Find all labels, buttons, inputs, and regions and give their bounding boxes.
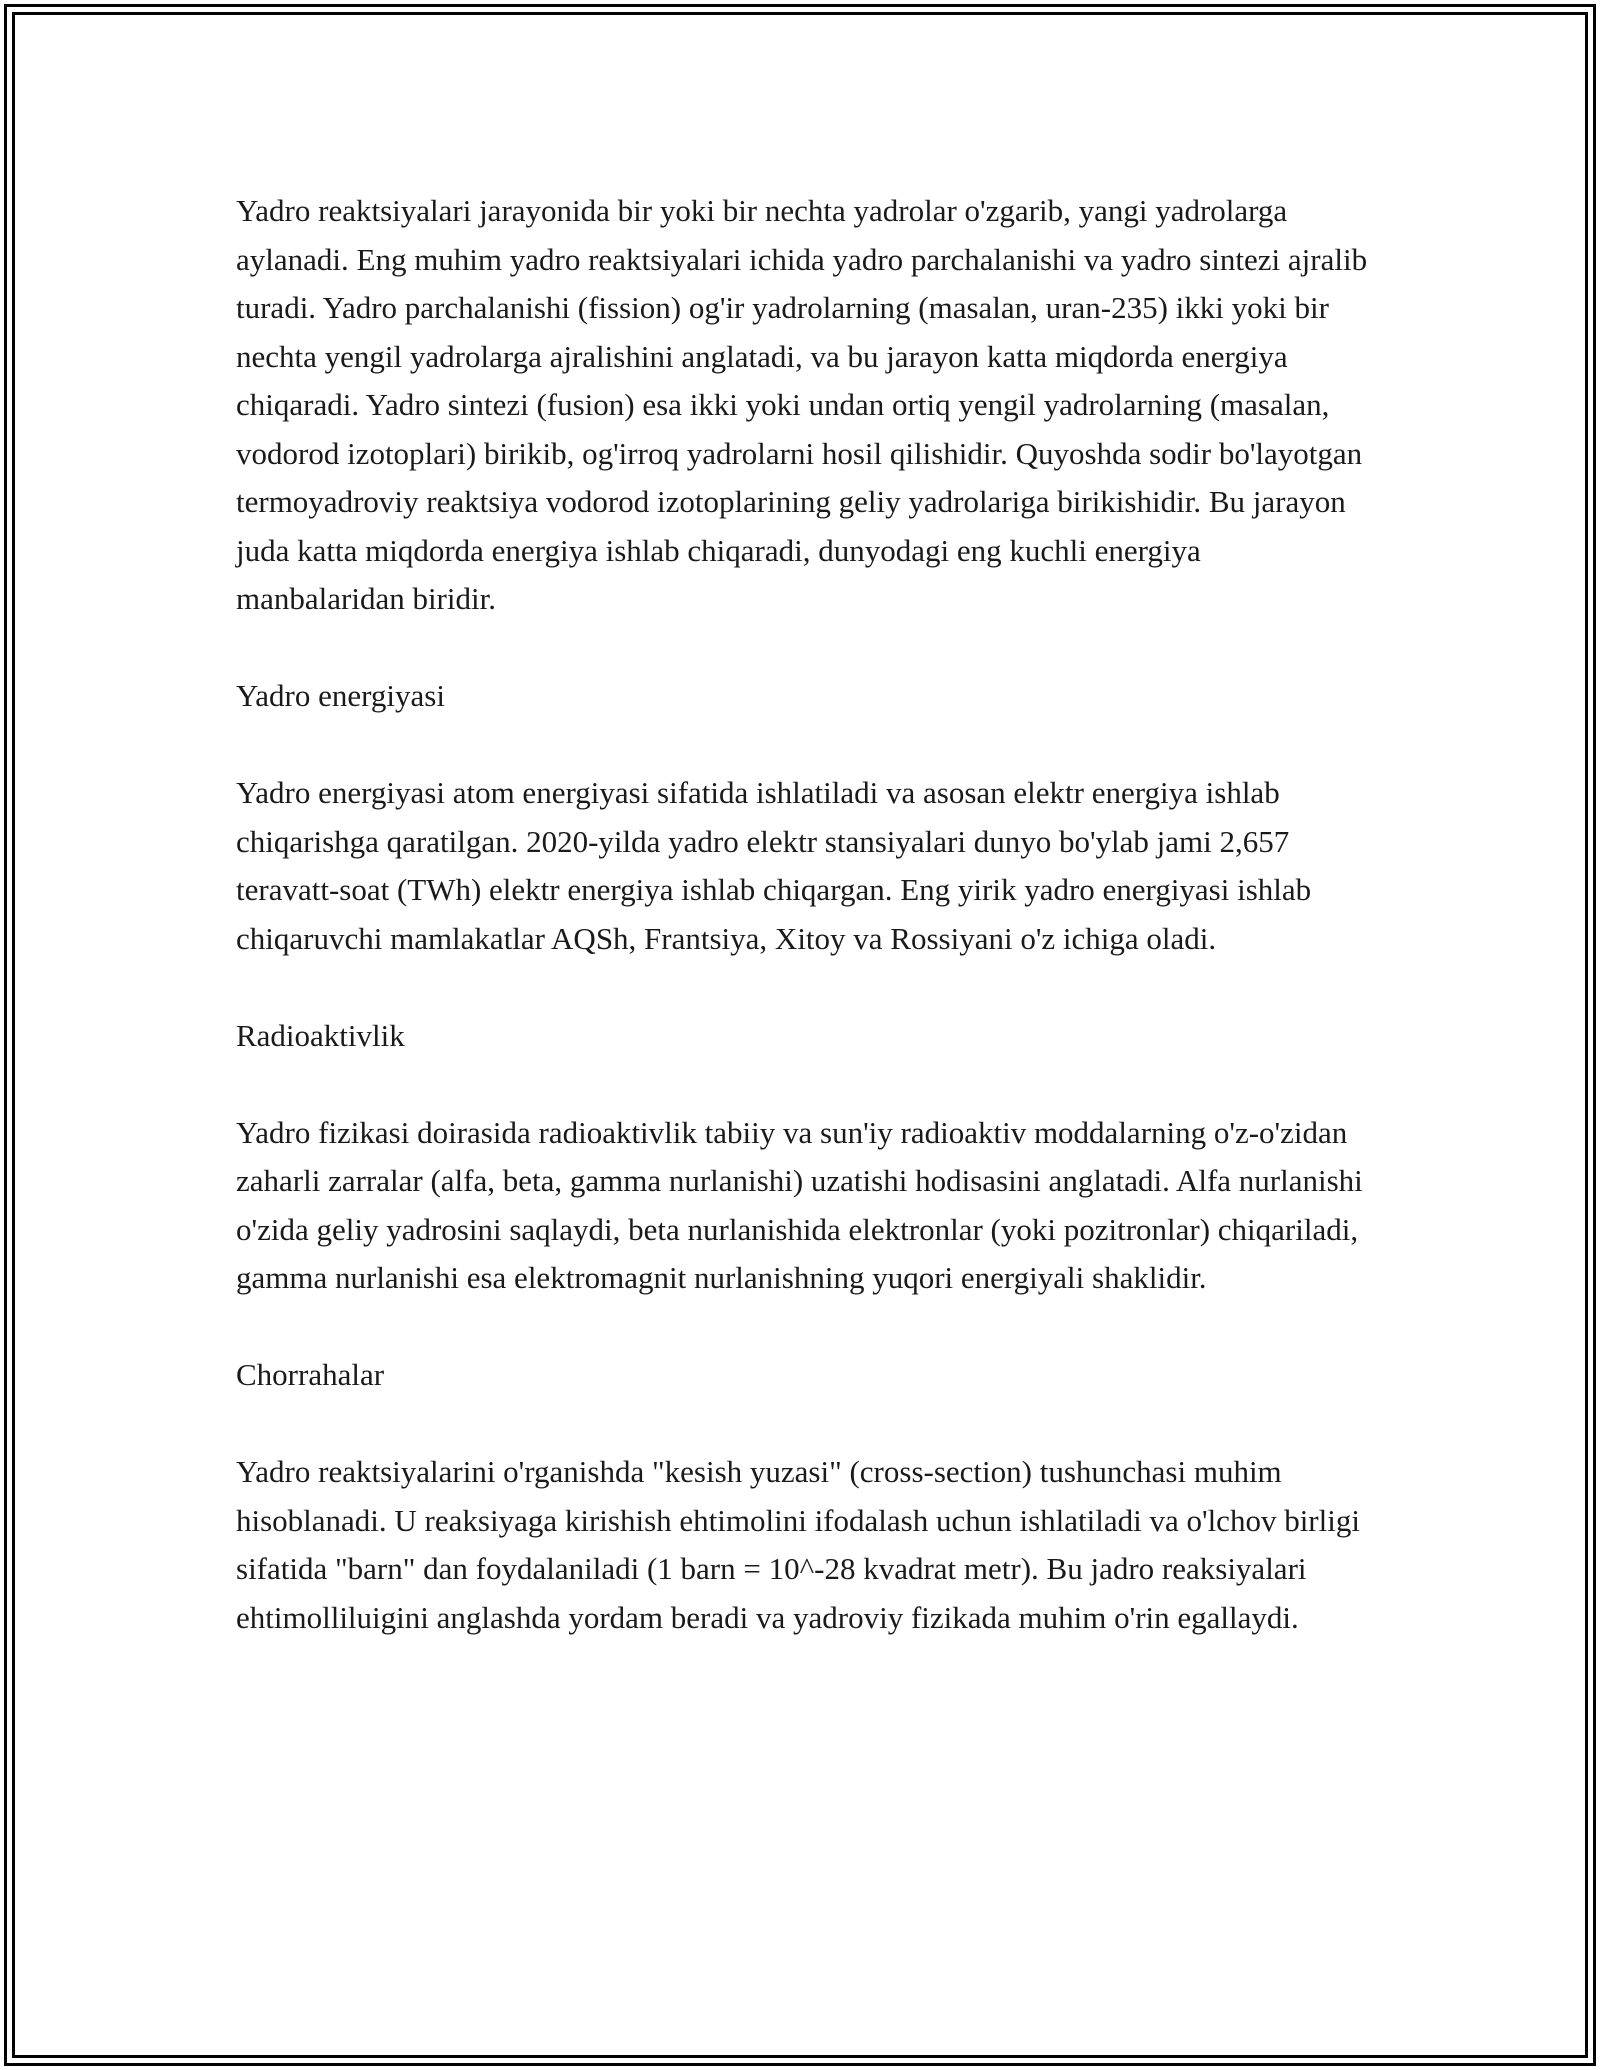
paragraph-nuclear-energy: Yadro energiyasi atom energiyasi sifatida ishlatiladi va asosan elektr energiya ishlab chiqarishga qaratilgan. 2020-yilda yadro elektr stansiyalari dunyo bo'ylab jami 2,657 teravatt-soat (TWh) elektr energiya ishlab chiqargan. Eng yirik yadro energiyasi ishlab chiqaruvchi mamlakatlar AQSh, Frantsiya, Xitoy va Rossiyani o'z ichiga oladi. (236, 775, 1312, 956)
paragraph-cross-section: Yadro reaktsiyalarini o'rganishda "kesish yuzasi" (cross-section) tushunchasi muhim hisoblanadi. U reaksiyaga kirishish ehtimolini ifodalash uchun ishlatiladi va o'lchov birligi sifatida "barn" dan foydalaniladi (1 barn = 10^-28 kvadrat metr). Bu jadro reaksiyalari ehtimolliluigini anglashda yordam beradi va yadroviy fizikada muhim o'rin egallaydi. (236, 1454, 1360, 1635)
heading-radioactivity: Radioaktivlik (236, 1017, 405, 1053)
heading-nuclear-energy: Yadro energiyasi (236, 678, 445, 713)
heading-crossroads: Chorrahalar (236, 1357, 385, 1392)
document-body (236, 187, 1376, 1691)
paragraph-radioactivity: Yadro fizikasi doirasida radioaktivlik tabiiy va sun'iy radioaktiv moddalarning o'z-o'zidan zaharli zarralar (alfa, beta, gamma nurlanishi) uzatishi hodisasini anglatadi. Alfa nurlanishi o'zida geliy yadrosini saqlaydi, beta nurlanishida elektronlar (yoki pozitronlar) chiqariladi, gamma nurlanishi esa elektromagnit nurlanishning yuqori energiyali shaklidir. (236, 1114, 1363, 1295)
paragraph-nuclear-reactions: Yadro reaktsiyalari jarayonida bir yoki bir nechta yadrolar o'zgarib, yangi yadrolarga aylanadi. Eng muhim yadro reaktsiyalari ichida yadro parchalanishi va yadro sintezi ajralib turadi. Yadro parchalanishi (fission) og'ir yadrolarning (masalan, uran-235) ikki yoki bir nechta yengil yadrolarga ajralishini anglatadi, va bu jarayon katta miqdorda energiya chiqaradi. Yadro sintezi (fusion) esa ikki yoki undan ortiq yengil yadrolarning (masalan, vodorod izotoplari) birikib, og'irroq yadrolarni hosil qilishidir. Quyoshda sodir bo'layotgan termoyadroviy reaktsiya vodorod izotoplarining geliy yadrolariga birikishidir. Bu jarayon juda katta miqdorda energiya ishlab chiqaradi, dunyodagi eng kuchli energiya manbalaridan biridir. (236, 193, 1368, 616)
